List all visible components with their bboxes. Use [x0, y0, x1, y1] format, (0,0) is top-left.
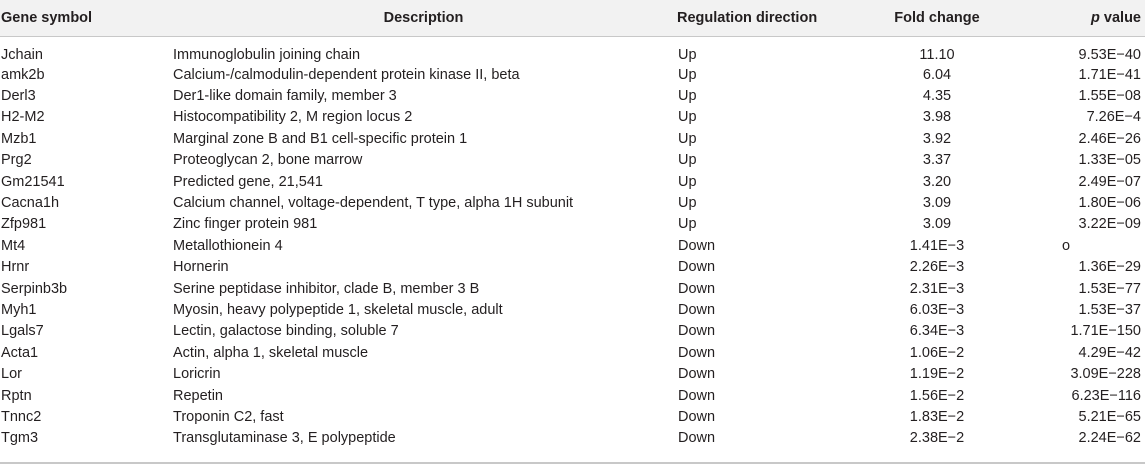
fold-change-cell: 3.09	[922, 216, 952, 233]
p-value-cell: 7.26E−4	[1086, 109, 1141, 126]
table-row	[0, 278, 1145, 299]
header-p-rest: value	[1099, 9, 1141, 26]
table-body	[0, 36, 1145, 450]
regulation-direction-cell: Down	[678, 237, 716, 254]
table-row	[0, 150, 1145, 171]
p-value-cell: 3.22E−09	[1078, 216, 1141, 233]
regulation-direction-cell: Down	[678, 280, 716, 297]
fold-change-cell: 2.38E−2	[909, 430, 965, 447]
regulation-direction-cell: Down	[678, 387, 716, 404]
regulation-direction-cell: Up	[678, 130, 697, 147]
table-row	[0, 236, 1145, 257]
gene-symbol-cell: Jchain	[1, 46, 43, 63]
regulation-direction-cell: Up	[678, 195, 697, 212]
gene-symbol-cell: Hrnr	[1, 259, 30, 276]
header-row	[0, 0, 1145, 36]
description-cell: Metallothionein 4	[173, 237, 283, 254]
gene-symbol-cell: Serpinb3b	[1, 280, 68, 297]
p-value-cell: 1.71E−150	[1070, 323, 1141, 340]
fold-change-cell: 3.92	[922, 130, 952, 147]
p-value-cell: 5.21E−65	[1078, 408, 1141, 425]
p-value-cell: o	[1062, 237, 1071, 254]
fold-change-cell: 1.19E−2	[909, 366, 965, 383]
fold-change-cell: 3.20	[922, 173, 952, 190]
p-value-cell: 2.24E−62	[1078, 430, 1141, 447]
regulation-direction-cell: Down	[678, 259, 716, 276]
table-row	[0, 86, 1145, 107]
gene-symbol-cell: Tgm3	[1, 430, 39, 447]
regulation-direction-cell: Down	[678, 344, 716, 361]
description-cell: Myosin, heavy polypeptide 1, skeletal muscle, adult	[173, 301, 503, 318]
p-value-cell: 1.55E−08	[1078, 88, 1141, 105]
table-row	[0, 428, 1145, 449]
p-value-cell: 1.80E−06	[1078, 195, 1141, 212]
description-cell: Immunoglobulin joining chain	[173, 46, 361, 63]
gene-symbol-cell: Prg2	[1, 152, 32, 169]
header-p-value	[1011, 0, 1145, 36]
header-regulation-direction: Regulation direction	[677, 9, 818, 26]
p-value-cell: 1.53E−37	[1078, 301, 1141, 318]
header-gene-symbol: Gene symbol	[1, 9, 93, 26]
fold-change-cell: 11.10	[919, 46, 955, 63]
regulation-direction-cell: Up	[678, 152, 697, 169]
fold-change-cell: 6.34E−3	[909, 323, 965, 340]
gene-symbol-cell: H2-M2	[1, 109, 45, 126]
header-p-italic: p	[1091, 9, 1100, 26]
regulation-direction-cell: Up	[678, 88, 697, 105]
gene-symbol-cell: Lor	[1, 366, 22, 383]
description-cell: Hornerin	[173, 259, 229, 276]
gene-symbol-cell: Myh1	[1, 301, 37, 318]
table-row	[0, 407, 1145, 428]
fold-change-cell: 3.98	[922, 109, 952, 126]
gene-symbol-cell: Tnnc2	[1, 408, 42, 425]
fold-change-cell: 3.37	[922, 152, 952, 169]
table-bottom-rule	[0, 462, 1145, 464]
description-cell: Zinc finger protein 981	[173, 216, 318, 233]
gene-symbol-cell: Rptn	[1, 387, 32, 404]
table-row	[0, 364, 1145, 385]
regulation-direction-cell: Up	[678, 173, 697, 190]
description-cell: Troponin C2, fast	[173, 408, 284, 425]
regulation-direction-cell: Down	[678, 408, 716, 425]
gene-symbol-cell: Lgals7	[1, 323, 44, 340]
fold-change-cell: 1.56E−2	[909, 387, 965, 404]
description-cell: Transglutaminase 3, E polypeptide	[173, 430, 396, 447]
table-row	[0, 107, 1145, 128]
table-row	[0, 193, 1145, 214]
table-row	[0, 257, 1145, 278]
header-fold-change: Fold change	[894, 9, 980, 26]
description-cell: Der1-like domain family, member 3	[173, 88, 397, 105]
p-value-cell: 3.09E−228	[1070, 366, 1141, 383]
table-row	[0, 385, 1145, 406]
fold-change-cell: 1.06E−2	[909, 344, 965, 361]
table-row	[0, 214, 1145, 235]
regulation-direction-cell: Down	[678, 323, 716, 340]
regulation-direction-cell: Down	[678, 430, 716, 447]
fold-change-cell: 1.83E−2	[909, 408, 965, 425]
table-header	[0, 0, 1145, 36]
p-value-cell: 6.23E−116	[1071, 387, 1141, 404]
gene-symbol-cell: Mzb1	[1, 130, 37, 147]
regulation-direction-cell: Down	[678, 366, 716, 383]
fold-change-cell: 1.41E−3	[909, 237, 965, 254]
description-cell: Repetin	[173, 387, 223, 404]
fold-change-cell: 2.31E−3	[909, 280, 965, 297]
regulation-direction-cell: Up	[678, 46, 697, 63]
fold-change-cell: 6.04	[922, 66, 952, 83]
gene-symbol-cell: Zfp981	[1, 216, 47, 233]
regulation-direction-cell: Down	[678, 301, 716, 318]
p-value-cell: 4.29E−42	[1078, 344, 1141, 361]
description-cell: Loricrin	[173, 366, 221, 383]
table-row	[0, 36, 1145, 65]
table-row	[0, 343, 1145, 364]
fold-change-cell: 4.35	[922, 88, 952, 105]
p-value-cell: 9.53E−40	[1078, 46, 1141, 63]
p-value-cell: 1.71E−41	[1078, 66, 1141, 83]
fold-change-cell: 2.26E−3	[909, 259, 965, 276]
gene-symbol-cell: Derl3	[1, 88, 36, 105]
gene-symbol-cell: Gm21541	[1, 173, 65, 190]
table-row	[0, 300, 1145, 321]
p-value-cell: 1.33E−05	[1078, 152, 1141, 169]
header-description: Description	[383, 9, 464, 26]
p-value-cell: 2.49E−07	[1078, 173, 1141, 190]
description-cell: Actin, alpha 1, skeletal muscle	[173, 344, 369, 361]
table-row	[0, 65, 1145, 86]
gene-symbol-cell: amk2b	[1, 66, 45, 83]
fold-change-cell: 3.09	[922, 195, 952, 212]
gene-symbol-cell: Cacna1h	[1, 195, 60, 212]
description-cell: Marginal zone B and B1 cell-specific protein 1	[173, 130, 468, 147]
table-row	[0, 321, 1145, 342]
description-cell: Lectin, galactose binding, soluble 7	[173, 323, 399, 340]
fold-change-cell: 6.03E−3	[909, 301, 965, 318]
table-row	[0, 171, 1145, 192]
description-cell: Serine peptidase inhibitor, clade B, member 3 B	[173, 280, 480, 297]
description-cell: Calcium channel, voltage-dependent, T type, alpha 1H subunit	[173, 195, 574, 212]
table-row	[0, 129, 1145, 150]
p-value-cell: 2.46E−26	[1078, 130, 1141, 147]
regulation-direction-cell: Up	[678, 66, 697, 83]
description-cell: Histocompatibility 2, M region locus 2	[173, 109, 413, 126]
description-cell: Predicted gene, 21,541	[173, 173, 323, 190]
regulation-direction-cell: Up	[678, 216, 697, 233]
description-cell: Proteoglycan 2, bone marrow	[173, 152, 363, 169]
p-value-cell: 1.53E−77	[1078, 280, 1141, 297]
regulation-direction-cell: Up	[678, 109, 697, 126]
gene-symbol-cell: Acta1	[1, 344, 39, 361]
gene-symbol-cell: Mt4	[1, 237, 26, 254]
p-value-cell: 1.36E−29	[1078, 259, 1141, 276]
description-cell: Calcium-/calmodulin-dependent protein kinase II, beta	[173, 66, 520, 83]
